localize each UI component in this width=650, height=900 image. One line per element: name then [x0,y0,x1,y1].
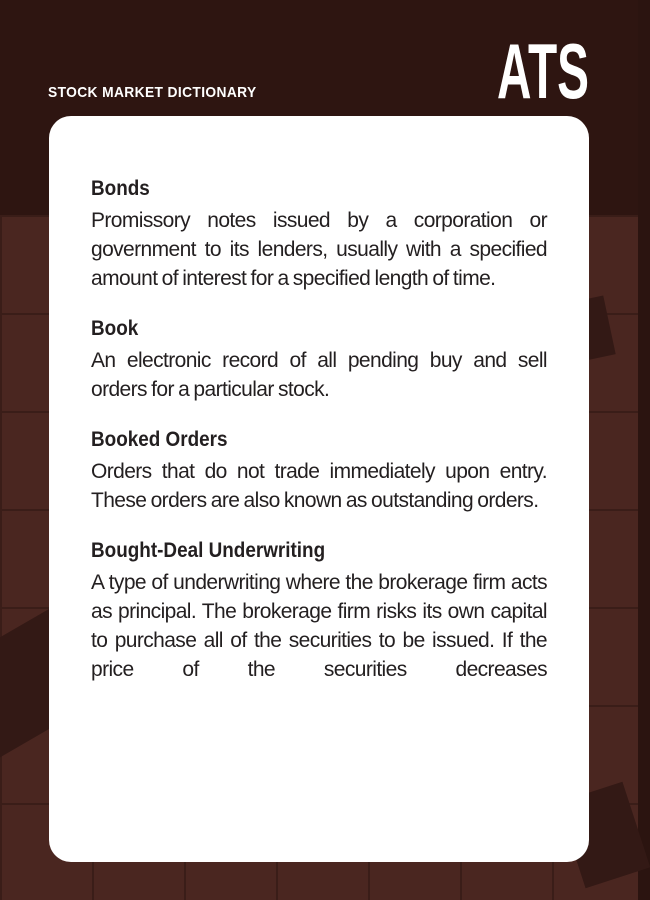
entry-definition: An electronic record of all pending buy and sell orders for a particular stock. [91,349,547,401]
dictionary-entry [91,538,547,684]
dictionary-entry [91,427,547,515]
entry-term: Bonds [91,177,150,200]
entry-definition: Promissory notes issued by a corporation or government to its lenders, usually with a specified amount of interest for a specified length of time. [91,209,547,290]
entry-term: Booked Orders [91,428,228,451]
dictionary-entry [91,316,547,404]
ats-logo [497,27,589,115]
dictionary-entry [91,176,547,293]
entry-term: Bought-Deal Underwriting [91,539,326,562]
content-card [49,116,589,862]
page-header-title: STOCK MARKET DICTIONARY [48,84,257,101]
entry-term: Book [91,317,139,340]
entry-definition: A type of underwriting where the brokerage firm acts as principal. The brokerage firm risks its own capital to purchase all of the securities to be issued. If the price of the securities decreases [91,571,547,681]
entry-definition: Orders that do not trade immediately upon entry. These orders are also known as outstanding orders. [91,460,547,512]
logo-text: ATS [497,27,589,115]
dictionary-entries [91,176,547,707]
